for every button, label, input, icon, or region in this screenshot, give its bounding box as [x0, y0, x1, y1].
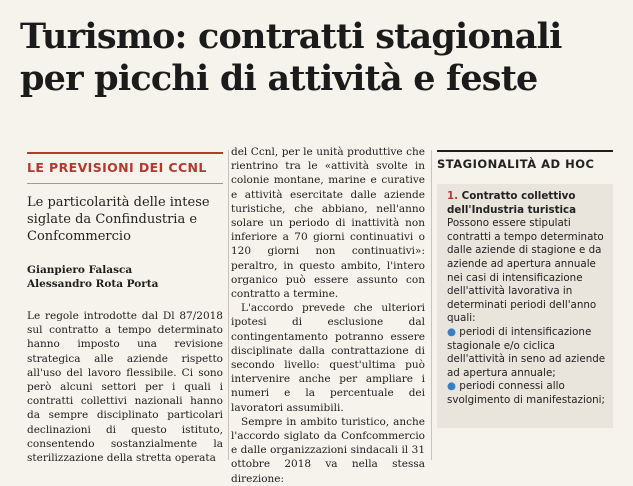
subheading: Le particolarità delle intese siglate da Confindustria e Confcommercio — [27, 195, 210, 244]
author-name: Alessandro Rota Porta — [27, 278, 159, 290]
box-item-title — [447, 190, 607, 217]
lead-paragraph: Le regole introdotte dal Dl 87/2018 sul contratto a tempo determinato hanno imposto una revisione strategica alle aziende rispetto all'uso del lavoro flessibile. Ci sono però alcuni settori per i quali i contratti collettivi nazionali hanno da sempre disciplinato particolari declinazioni di questo istituto, consentendo sostanzialmente la sterilizzazione della stretta operata — [27, 310, 223, 465]
bullet-item — [447, 380, 607, 407]
sidebar — [437, 150, 613, 428]
middle-column — [231, 145, 425, 486]
paragraph: L'accordo prevede che ulteriori ipotesi di esclusione dal contingentamento potranno essere disciplinate dalla contrattazione di secondo livello: quest'ultima può intervenire anche per ampliare i numeri e la percentuale dei lavoratori assumibili. — [231, 302, 425, 414]
headline — [20, 16, 620, 100]
sidebar-box — [437, 184, 613, 428]
headline-line-1: Turismo: contratti stagionali — [20, 16, 562, 57]
bullet-text: periodi di intensificazione stagionale e/o ciclica dell'attività in seno ad aziende ad apertura annuale; — [447, 325, 606, 379]
bullet-text: periodi connessi allo svolgimento di manifestazioni; — [447, 380, 606, 406]
bullet-icon: ● — [447, 325, 456, 338]
item-text: Possono essere stipulati contratti a tempo determinato dalle aziende di stagione e da aziende ad apertura annuale nei casi di intensificazione dell'attività lavorativa in determinati periodi dell'anno quali: — [447, 217, 604, 325]
left-column — [27, 152, 223, 465]
byline — [27, 263, 223, 291]
paragraph: del Ccnl, per le unità produttive che rientrino tra le «attività svolte in colonie montane, marine e curative e attività esercitate dalle aziende turistiche, che abbiano, nell'anno solare un periodo di inattività non inferiore a 70 giorni continuativi o 120 giorni non continuativi»: peraltro, in questo ambito, l'intero organico può essere assunto con contratto a termine. — [231, 146, 425, 301]
bullet-item — [447, 326, 607, 380]
column-divider — [431, 150, 432, 460]
bullet-icon: ● — [447, 380, 456, 393]
sidebar-label: STAGIONALITÀ AD HOC — [437, 150, 613, 176]
paragraph: Sempre in ambito turistico, anche l'accordo siglato da Confcommercio e dalle organizzazioni sindacali il 31 ottobre 2018 va nella stessa direzione: — [231, 415, 425, 485]
headline-line-2: per picchi di attività e feste — [20, 58, 538, 99]
section-accent-rule — [27, 152, 223, 154]
section-divider — [27, 183, 223, 184]
section-label: LE PREVISIONI DEI CCNL — [27, 160, 207, 175]
item-title: Contratto collettivo dell'Industria turistica — [447, 190, 577, 216]
column-divider — [228, 150, 229, 460]
item-number: 1. — [447, 190, 459, 202]
author-name: Gianpiero Falasca — [27, 264, 133, 276]
